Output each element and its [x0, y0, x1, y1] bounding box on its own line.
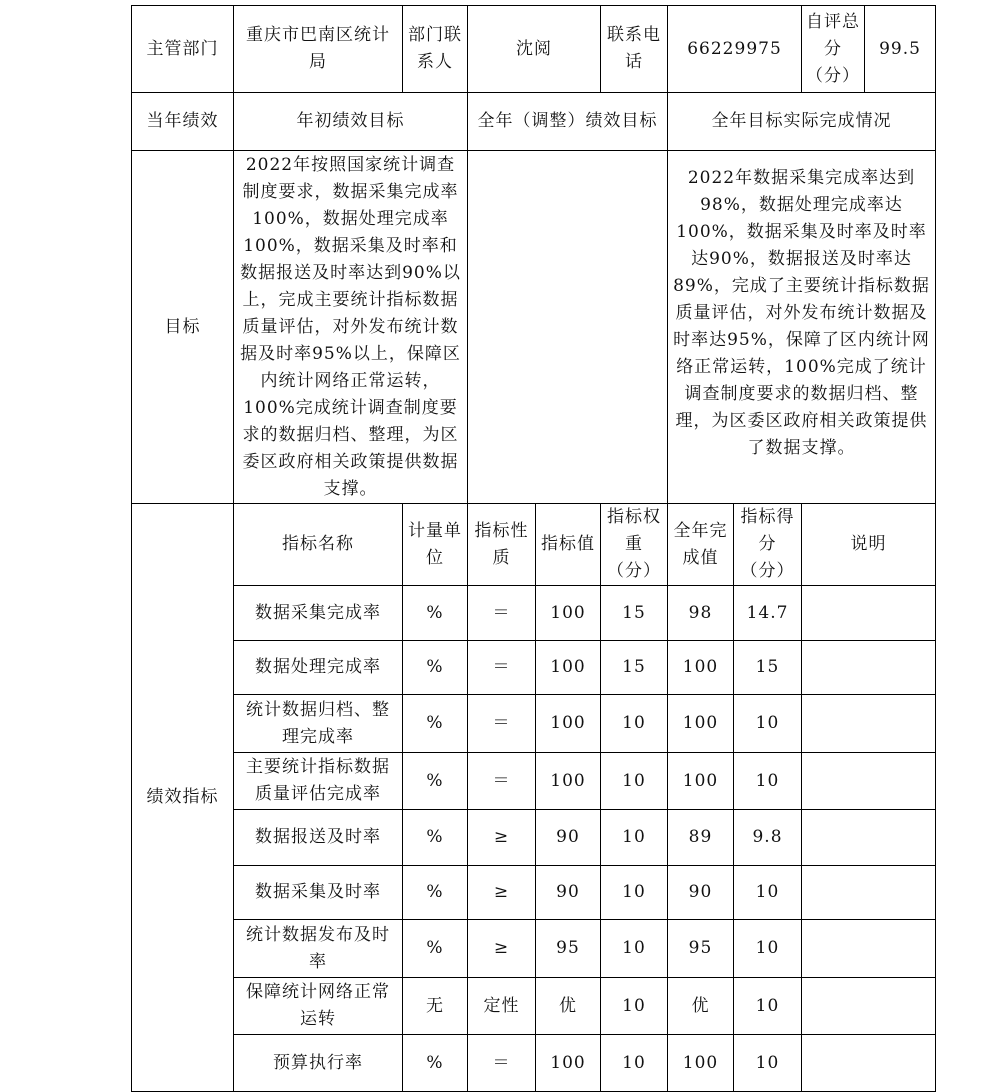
indicator-unit: % [403, 920, 468, 978]
score-value: 99.5 [879, 38, 921, 59]
indicator-score: 15 [734, 641, 802, 695]
indicator-nature: ≥ [468, 810, 536, 866]
indicator-completed: 89 [668, 810, 734, 866]
performance-evaluation-table [131, 5, 936, 1092]
goals-header-row [132, 93, 936, 151]
indicator-notes [802, 586, 936, 641]
actual-completion-text: 2022年数据采集完成率达到98%，数据处理完成率达100%，数据采集及时率及时率达90%，数据报送及时率达89%，完成了主要统计指标数据质量评估，对外发布统计数据及时率达95%，保障了区内统计网络正常运转，100%完成了统计调查制度要求的数据归档、整理，为区委区政府相关政策提供了数据支撑。 [668, 151, 936, 504]
indicator-score: 10 [734, 978, 802, 1035]
indicator-name: 统计数据发布及时率 [234, 920, 403, 978]
indicator-nature: ＝ [468, 1035, 536, 1092]
indicator-weight: 15 [601, 641, 668, 695]
phone-label: 联系电话 [601, 6, 668, 93]
indicator-completed: 100 [668, 753, 734, 810]
indicator-score: 9.8 [734, 810, 802, 866]
indicator-target: 100 [536, 695, 601, 753]
indicator-weight: 10 [601, 866, 668, 920]
table-row [132, 753, 936, 810]
table-row [132, 978, 936, 1035]
indicator-notes [802, 810, 936, 866]
indicator-completed: 90 [668, 866, 734, 920]
year-perf-label: 当年绩效 [132, 93, 234, 151]
dept-label: 主管部门 [132, 6, 234, 93]
col-notes: 说明 [802, 504, 936, 586]
indicator-weight: 10 [601, 810, 668, 866]
indicator-weight: 15 [601, 586, 668, 641]
table-row [132, 695, 936, 753]
initial-goal-label: 年初绩效目标 [234, 93, 468, 151]
indicator-weight: 10 [601, 695, 668, 753]
actual-completion-label: 全年目标实际完成情况 [668, 93, 936, 151]
indicator-target: 100 [536, 753, 601, 810]
indicator-unit: % [403, 695, 468, 753]
indicator-unit: % [403, 1035, 468, 1092]
indicator-weight: 10 [601, 920, 668, 978]
indicator-nature: ＝ [468, 695, 536, 753]
adjusted-goal-text [468, 151, 668, 504]
indicator-name: 数据报送及时率 [234, 810, 403, 866]
indicator-unit: 无 [403, 978, 468, 1035]
target-label: 目标 [132, 151, 234, 504]
indicator-notes [802, 695, 936, 753]
indicator-weight: 10 [601, 978, 668, 1035]
col-score: 指标得分（分） [734, 504, 802, 586]
indicator-nature: ≥ [468, 866, 536, 920]
indicator-completed: 98 [668, 586, 734, 641]
indicator-completed: 95 [668, 920, 734, 978]
indicator-score: 10 [734, 920, 802, 978]
indicator-header-row [132, 504, 936, 586]
col-nature: 指标性质 [468, 504, 536, 586]
table-row [132, 810, 936, 866]
phone-value: 66229975 [668, 6, 802, 93]
indicator-notes [802, 920, 936, 978]
indicator-name: 预算执行率 [234, 1035, 403, 1092]
indicator-target: 90 [536, 810, 601, 866]
indicator-name: 主要统计指标数据质量评估完成率 [234, 753, 403, 810]
indicator-unit: % [403, 586, 468, 641]
indicator-name: 数据采集完成率 [234, 586, 403, 641]
indicator-target: 100 [536, 586, 601, 641]
indicator-nature: ＝ [468, 586, 536, 641]
indicator-score: 10 [734, 753, 802, 810]
col-unit: 计量单位 [403, 504, 468, 586]
dept-value: 重庆市巴南区统计局 [234, 6, 403, 93]
indicator-nature: ≥ [468, 920, 536, 978]
indicator-completed: 100 [668, 1035, 734, 1092]
contact-label: 部门联系人 [403, 6, 468, 93]
score-cell [802, 6, 936, 93]
table-row [132, 866, 936, 920]
indicator-name: 数据采集及时率 [234, 866, 403, 920]
indicators-section-label: 绩效指标 [132, 504, 234, 1092]
indicator-score: 10 [734, 695, 802, 753]
table-row [132, 586, 936, 641]
indicator-unit: % [403, 866, 468, 920]
indicator-target: 100 [536, 1035, 601, 1092]
header-row [132, 6, 936, 93]
table-row [132, 641, 936, 695]
score-label: 自评总分（分） [802, 6, 865, 92]
indicator-notes [802, 641, 936, 695]
table-row [132, 920, 936, 978]
indicator-unit: % [403, 753, 468, 810]
col-weight: 指标权重（分） [601, 504, 668, 586]
table-row [132, 1035, 936, 1092]
indicator-score: 14.7 [734, 586, 802, 641]
indicator-score: 10 [734, 866, 802, 920]
indicator-nature: 定性 [468, 978, 536, 1035]
indicator-nature: ＝ [468, 753, 536, 810]
col-indicator-name: 指标名称 [234, 504, 403, 586]
indicator-notes [802, 866, 936, 920]
contact-value: 沈阅 [468, 6, 601, 93]
indicator-completed: 100 [668, 695, 734, 753]
indicator-notes [802, 978, 936, 1035]
indicator-notes [802, 753, 936, 810]
indicator-weight: 10 [601, 753, 668, 810]
indicator-notes [802, 1035, 936, 1092]
initial-goal-text: 2022年按照国家统计调查制度要求，数据采集完成率100%，数据处理完成率100%，数据采集及时率和数据报送及时率达到90%以上，完成主要统计指标数据质量评估，对外发布统计数据及时率95%以上，保障区内统计网络正常运转，100%完成统计调查制度要求的数据归档、整理，为区委区政府相关政策提供数据支撑。 [234, 151, 468, 504]
col-completed-value: 全年完成值 [668, 504, 734, 586]
adjusted-goal-label: 全年（调整）绩效目标 [468, 93, 668, 151]
indicator-name: 统计数据归档、整理完成率 [234, 695, 403, 753]
indicator-unit: % [403, 641, 468, 695]
indicator-target: 90 [536, 866, 601, 920]
indicator-weight: 10 [601, 1035, 668, 1092]
col-target-value: 指标值 [536, 504, 601, 586]
indicator-target: 95 [536, 920, 601, 978]
indicator-nature: ＝ [468, 641, 536, 695]
indicator-target: 100 [536, 641, 601, 695]
indicator-completed: 100 [668, 641, 734, 695]
indicator-name: 保障统计网络正常运转 [234, 978, 403, 1035]
indicator-completed: 优 [668, 978, 734, 1035]
indicator-unit: % [403, 810, 468, 866]
indicator-target: 优 [536, 978, 601, 1035]
indicator-name: 数据处理完成率 [234, 641, 403, 695]
indicator-score: 10 [734, 1035, 802, 1092]
goals-text-row [132, 151, 936, 504]
